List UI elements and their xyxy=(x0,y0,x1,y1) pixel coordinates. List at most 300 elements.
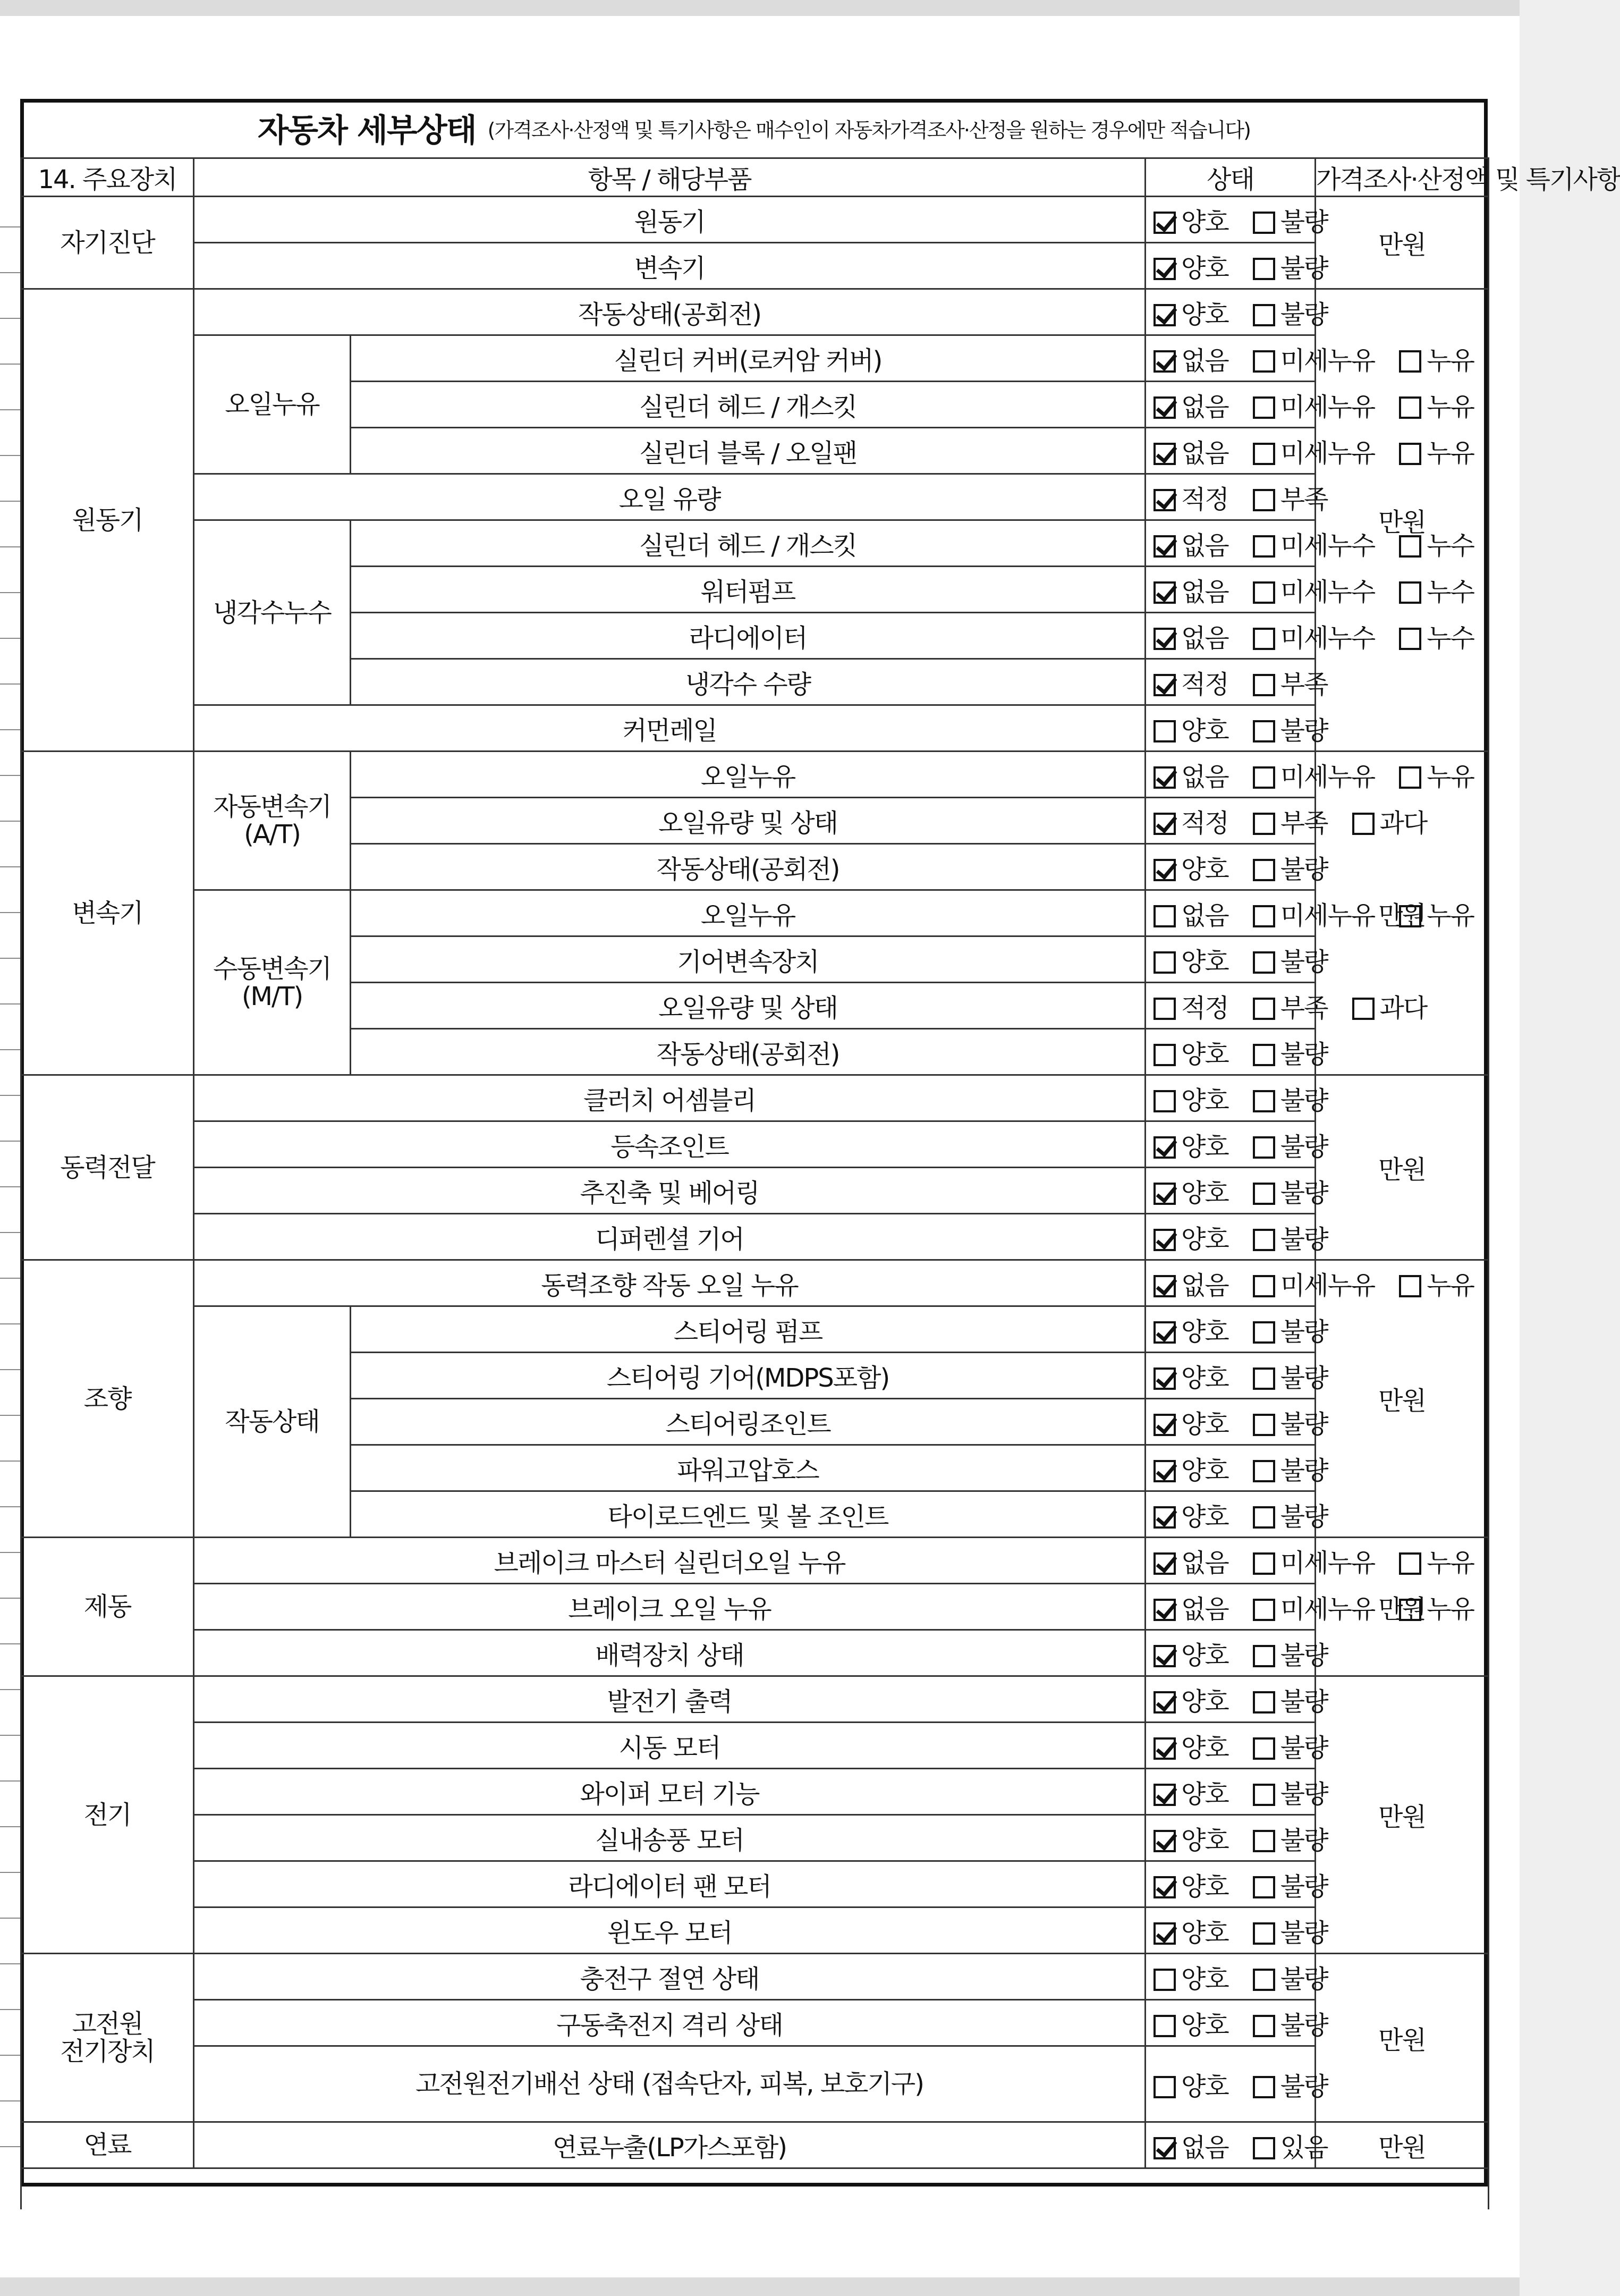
item-label: 동력조향 작동 오일 누유 xyxy=(194,1260,1146,1306)
item-label: 라디에이터 팬 모터 xyxy=(194,1861,1146,1907)
checkbox[interactable] xyxy=(1253,905,1275,927)
checkbox-label: 양호 xyxy=(1181,1779,1228,1809)
checkbox[interactable] xyxy=(1153,674,1176,696)
item-label: 워터펌프 xyxy=(351,567,1146,613)
status-option[interactable] xyxy=(1253,1959,1328,1995)
checkbox[interactable] xyxy=(1352,998,1375,1020)
checkbox[interactable] xyxy=(1153,489,1176,511)
checkbox[interactable] xyxy=(1153,304,1176,326)
checkbox[interactable] xyxy=(1253,1183,1275,1205)
status-options xyxy=(1146,567,1474,613)
status-option[interactable] xyxy=(1153,1589,1228,1625)
checkbox-label: 미세누유 xyxy=(1280,1594,1375,1624)
status-option[interactable] xyxy=(1253,525,1375,562)
checkbox[interactable] xyxy=(1253,1275,1275,1297)
table-row xyxy=(21,1630,1489,1676)
status-option[interactable] xyxy=(1253,1635,1328,1672)
checkbox[interactable] xyxy=(1153,1229,1176,1251)
checkbox[interactable] xyxy=(1153,535,1176,558)
checkbox-label: 미세누유 xyxy=(1280,1270,1375,1301)
device-group-label: 고전원 전기장치 xyxy=(21,1954,194,2122)
status-option[interactable] xyxy=(1153,340,1228,377)
checkbox-label: 양호 xyxy=(1181,1316,1228,1347)
header-item: 항목 / 해당부품 xyxy=(194,158,1146,197)
checkbox[interactable] xyxy=(1153,2076,1176,2098)
status-option[interactable] xyxy=(1153,803,1228,839)
status-option[interactable] xyxy=(1153,1681,1228,1718)
status-option[interactable] xyxy=(1253,1496,1328,1533)
status-option[interactable] xyxy=(1153,1265,1228,1302)
checkbox[interactable] xyxy=(1253,443,1275,465)
status-option[interactable] xyxy=(1399,571,1474,608)
checkbox[interactable] xyxy=(1153,1784,1176,1806)
checkbox[interactable] xyxy=(1153,1368,1176,1390)
item-label: 브레이크 오일 누유 xyxy=(194,1584,1146,1630)
status-option[interactable] xyxy=(1399,1589,1474,1625)
checkbox[interactable] xyxy=(1399,628,1421,650)
item-label: 실린더 헤드 / 개스킷 xyxy=(351,382,1146,428)
page-edge-tick xyxy=(0,1232,20,1233)
status-option[interactable] xyxy=(1399,756,1474,793)
page-edge-tick xyxy=(0,1598,20,1599)
item-label: 발전기 출력 xyxy=(194,1676,1146,1723)
status-option[interactable] xyxy=(1253,803,1328,839)
status-option[interactable] xyxy=(1399,525,1474,562)
checkbox[interactable] xyxy=(1253,1136,1275,1159)
status-option[interactable] xyxy=(1153,1820,1228,1856)
checkbox-label: 불량 xyxy=(1280,1871,1328,1902)
subgroup-label: 오일누유 xyxy=(194,335,351,474)
checkbox[interactable] xyxy=(1253,2076,1275,2098)
checkbox-label: 양호 xyxy=(1181,715,1228,746)
status-option[interactable] xyxy=(1253,340,1375,377)
status-option[interactable] xyxy=(1153,1959,1228,1995)
status-option[interactable] xyxy=(1253,1450,1328,1487)
checkbox-label: 미세누수 xyxy=(1280,577,1375,607)
table-row xyxy=(21,1584,1489,1630)
checkbox[interactable] xyxy=(1253,1645,1275,1667)
status-option[interactable] xyxy=(1399,618,1474,654)
checkbox[interactable] xyxy=(1153,350,1176,373)
checkbox[interactable] xyxy=(1253,535,1275,558)
status-option[interactable] xyxy=(1253,1589,1375,1625)
checkbox[interactable] xyxy=(1153,1044,1176,1066)
status-option[interactable] xyxy=(1153,1542,1228,1579)
checkbox[interactable] xyxy=(1253,1506,1275,1529)
status-option[interactable] xyxy=(1253,1357,1328,1394)
checkbox[interactable] xyxy=(1153,396,1176,419)
form-note: (가격조사·산정액 및 특기사항은 매수인이 자동차가격조사·산정을 원하는 경우에만 적습니다) xyxy=(487,118,1250,142)
status-option[interactable] xyxy=(1153,2005,1228,2041)
status-options xyxy=(1146,1260,1474,1306)
status-option[interactable] xyxy=(1253,618,1375,654)
checkbox-label: 없음 xyxy=(1181,900,1228,931)
status-option[interactable] xyxy=(1253,1681,1328,1718)
status-option[interactable] xyxy=(1352,803,1427,839)
status-option[interactable] xyxy=(1153,1357,1228,1394)
checkbox-label: 불량 xyxy=(1280,1132,1328,1162)
status-option[interactable] xyxy=(1253,1080,1328,1117)
checkbox[interactable] xyxy=(1153,1275,1176,1297)
checkbox-label: 불량 xyxy=(1280,1825,1328,1855)
status-options xyxy=(1146,659,1328,705)
checkbox[interactable] xyxy=(1153,766,1176,789)
checkbox[interactable] xyxy=(1253,628,1275,650)
status-option[interactable] xyxy=(1153,987,1228,1024)
checkbox[interactable] xyxy=(1253,1229,1275,1251)
status-option[interactable] xyxy=(1399,1542,1474,1579)
checkbox[interactable] xyxy=(1253,1599,1275,1621)
checkbox-label: 적정 xyxy=(1181,484,1228,514)
checkbox[interactable] xyxy=(1153,1599,1176,1621)
checkbox[interactable] xyxy=(1399,350,1421,373)
page-edge-tick xyxy=(0,638,20,639)
status-option[interactable] xyxy=(1352,987,1427,1024)
status-option[interactable] xyxy=(1399,433,1474,469)
checkbox[interactable] xyxy=(1153,1090,1176,1112)
table-row xyxy=(21,197,1489,243)
checkbox[interactable] xyxy=(1253,1368,1275,1390)
checkbox[interactable] xyxy=(1153,1506,1176,1529)
status-option[interactable] xyxy=(1153,1912,1228,1949)
page-edge-tick xyxy=(0,1415,20,1416)
page-edge-tick xyxy=(0,1323,20,1324)
item-label: 실린더 커버(로커암 커버) xyxy=(351,335,1146,382)
status-option[interactable] xyxy=(1253,710,1328,747)
status-option[interactable] xyxy=(1153,1311,1228,1348)
checkbox[interactable] xyxy=(1153,1414,1176,1436)
checkbox[interactable] xyxy=(1153,1969,1176,1991)
status-option[interactable] xyxy=(1253,941,1328,978)
table-row xyxy=(21,1954,1489,2000)
checkbox[interactable] xyxy=(1253,2137,1275,2159)
page-edge-tick xyxy=(0,821,20,822)
checkbox-label: 미세누유 xyxy=(1280,900,1375,931)
status-option[interactable] xyxy=(1253,1126,1328,1163)
checkbox[interactable] xyxy=(1399,396,1421,419)
table-row xyxy=(21,1168,1489,1214)
status-option[interactable] xyxy=(1153,201,1228,238)
checkbox[interactable] xyxy=(1153,212,1176,234)
status-option[interactable] xyxy=(1153,1219,1228,1255)
status-options xyxy=(1146,243,1328,289)
checkbox[interactable] xyxy=(1352,813,1375,835)
price-unit-label: 만원 xyxy=(1316,1538,1489,1676)
form-title-row xyxy=(20,99,1488,157)
status-options xyxy=(1146,752,1474,798)
item-label: 클러치 어셈블리 xyxy=(194,1075,1146,1121)
checkbox[interactable] xyxy=(1253,859,1275,881)
status-option[interactable] xyxy=(1253,1172,1328,1209)
checkbox[interactable] xyxy=(1253,1969,1275,1991)
status-option[interactable] xyxy=(1153,479,1228,516)
checkbox[interactable] xyxy=(1253,258,1275,280)
status-option[interactable] xyxy=(1153,849,1228,885)
checkbox[interactable] xyxy=(1399,766,1421,789)
item-label: 연료누출(LP가스포함) xyxy=(194,2122,1146,2168)
checkbox-label: 불량 xyxy=(1280,1363,1328,1393)
checkbox[interactable] xyxy=(1399,1275,1421,1297)
checkbox[interactable] xyxy=(1153,1460,1176,1482)
checkbox[interactable] xyxy=(1399,581,1421,604)
checkbox-label: 양호 xyxy=(1181,947,1228,977)
checkbox[interactable] xyxy=(1253,489,1275,511)
checkbox[interactable] xyxy=(1153,1737,1176,1760)
table-row xyxy=(21,1907,1489,1954)
checkbox[interactable] xyxy=(1153,905,1176,927)
page-edge-tick xyxy=(0,729,20,730)
status-option[interactable] xyxy=(1153,1034,1228,1070)
checkbox[interactable] xyxy=(1253,674,1275,696)
checkbox[interactable] xyxy=(1153,1691,1176,1713)
price-unit-label: 만원 xyxy=(1316,1260,1489,1538)
checkbox[interactable] xyxy=(1153,813,1176,835)
checkbox-label: 없음 xyxy=(1181,2132,1228,2163)
checkbox-label: 적정 xyxy=(1181,669,1228,699)
checkbox[interactable] xyxy=(1253,1321,1275,1344)
status-option[interactable] xyxy=(1253,386,1375,423)
item-label: 오일유량 및 상태 xyxy=(351,983,1146,1029)
status-option[interactable] xyxy=(1153,895,1228,932)
checkbox[interactable] xyxy=(1153,720,1176,742)
page-edge-tick xyxy=(0,1826,20,1827)
checkbox[interactable] xyxy=(1253,1691,1275,1713)
checkbox[interactable] xyxy=(1399,905,1421,927)
status-options xyxy=(1146,1491,1328,1538)
checkbox[interactable] xyxy=(1253,1876,1275,1898)
checkbox[interactable] xyxy=(1253,998,1275,1020)
checkbox-label: 양호 xyxy=(1181,1455,1228,1485)
status-option[interactable] xyxy=(1253,756,1375,793)
status-option[interactable] xyxy=(1253,895,1375,932)
page-edge-tick xyxy=(0,2009,20,2010)
subgroup-label: 자동변속기 (A/T) xyxy=(194,752,351,890)
checkbox[interactable] xyxy=(1253,304,1275,326)
checkbox[interactable] xyxy=(1153,581,1176,604)
checkbox[interactable] xyxy=(1253,766,1275,789)
status-option[interactable] xyxy=(1153,1635,1228,1672)
checkbox-label: 양호 xyxy=(1181,1132,1228,1162)
table-row xyxy=(21,1861,1489,1907)
status-option[interactable] xyxy=(1153,386,1228,423)
status-option[interactable] xyxy=(1253,2127,1328,2164)
status-option[interactable] xyxy=(1153,1172,1228,1209)
status-option[interactable] xyxy=(1153,2127,1228,2164)
status-option[interactable] xyxy=(1153,1774,1228,1810)
checkbox[interactable] xyxy=(1153,998,1176,1020)
status-option[interactable] xyxy=(1253,294,1328,331)
subgroup-label: 냉각수누수 xyxy=(194,520,351,705)
checkbox-label: 없음 xyxy=(1181,1270,1228,1301)
status-option[interactable] xyxy=(1153,433,1228,469)
status-option[interactable] xyxy=(1253,987,1328,1024)
item-label: 오일누유 xyxy=(351,752,1146,798)
status-option[interactable] xyxy=(1253,1774,1328,1810)
status-options xyxy=(1146,1954,1328,2000)
status-option[interactable] xyxy=(1153,2066,1228,2103)
status-option[interactable] xyxy=(1153,571,1228,608)
checkbox[interactable] xyxy=(1253,951,1275,974)
status-option[interactable] xyxy=(1253,2005,1328,2041)
table-row xyxy=(21,1815,1489,1861)
checkbox[interactable] xyxy=(1253,1552,1275,1575)
status-option[interactable] xyxy=(1253,1265,1375,1302)
checkbox-label: 부족 xyxy=(1280,993,1328,1023)
status-options xyxy=(1146,2122,1328,2168)
checkbox[interactable] xyxy=(1253,1044,1275,1066)
checkbox-label: 미세누유 xyxy=(1280,345,1375,376)
checkbox[interactable] xyxy=(1253,350,1275,373)
checkbox-label: 미세누수 xyxy=(1280,530,1375,561)
checkbox[interactable] xyxy=(1253,720,1275,742)
checkbox-label: 양호 xyxy=(1181,1733,1228,1763)
header-status: 상태 xyxy=(1146,158,1316,197)
page-edge-tick xyxy=(0,501,20,502)
checkbox[interactable] xyxy=(1153,1136,1176,1159)
status-option[interactable] xyxy=(1153,525,1228,562)
checkbox[interactable] xyxy=(1153,628,1176,650)
checkbox[interactable] xyxy=(1153,951,1176,974)
checkbox[interactable] xyxy=(1253,1414,1275,1436)
page-edge-tick xyxy=(0,1918,20,1919)
checkbox-label: 미세누유 xyxy=(1280,438,1375,468)
checkbox[interactable] xyxy=(1253,396,1275,419)
status-option[interactable] xyxy=(1253,1219,1328,1255)
status-option[interactable] xyxy=(1153,1450,1228,1487)
page-edge-tick xyxy=(0,1780,20,1782)
checkbox-label: 양호 xyxy=(1181,1085,1228,1116)
checkbox[interactable] xyxy=(1253,2015,1275,2037)
checkbox[interactable] xyxy=(1153,1922,1176,1945)
status-option[interactable] xyxy=(1253,433,1375,469)
item-label: 브레이크 마스터 실린더오일 누유 xyxy=(194,1538,1146,1584)
status-options xyxy=(1146,1445,1328,1491)
item-label: 등속조인트 xyxy=(194,1121,1146,1168)
checkbox[interactable] xyxy=(1253,813,1275,835)
status-option[interactable] xyxy=(1253,1727,1328,1764)
status-option[interactable] xyxy=(1153,1727,1228,1764)
checkbox[interactable] xyxy=(1253,581,1275,604)
status-options xyxy=(1146,2000,1328,2046)
table-row xyxy=(21,289,1489,335)
checkbox[interactable] xyxy=(1253,1737,1275,1760)
checkbox-label: 누유 xyxy=(1427,345,1474,376)
checkbox[interactable] xyxy=(1153,2137,1176,2159)
status-option[interactable] xyxy=(1153,1404,1228,1440)
page-edge-tick xyxy=(0,1872,20,1873)
item-label: 오일 유량 xyxy=(194,474,1146,520)
checkbox[interactable] xyxy=(1153,1876,1176,1898)
status-option[interactable] xyxy=(1253,1820,1328,1856)
checkbox-label: 없음 xyxy=(1181,1594,1228,1624)
status-option[interactable] xyxy=(1153,1866,1228,1903)
table-row xyxy=(21,1538,1489,1584)
form-title: 자동차 세부상태 xyxy=(258,112,476,149)
status-option[interactable] xyxy=(1253,664,1328,700)
status-option[interactable] xyxy=(1399,386,1474,423)
checkbox[interactable] xyxy=(1253,212,1275,234)
status-option[interactable] xyxy=(1253,1866,1328,1903)
table-row xyxy=(21,1306,1489,1353)
status-option[interactable] xyxy=(1153,710,1228,747)
checkbox-label: 미세누유 xyxy=(1280,392,1375,422)
status-option[interactable] xyxy=(1253,1542,1375,1579)
status-option[interactable] xyxy=(1253,1912,1328,1949)
status-option[interactable] xyxy=(1399,1265,1474,1302)
checkbox[interactable] xyxy=(1153,1183,1176,1205)
status-option[interactable] xyxy=(1153,1126,1228,1163)
table-row xyxy=(21,1769,1489,1815)
item-label: 타이로드엔드 및 볼 조인트 xyxy=(351,1491,1146,1538)
status-option[interactable] xyxy=(1253,1034,1328,1070)
status-option[interactable] xyxy=(1253,479,1328,516)
status-option[interactable] xyxy=(1399,895,1474,932)
checkbox[interactable] xyxy=(1153,1830,1176,1852)
status-option[interactable] xyxy=(1253,201,1328,238)
checkbox[interactable] xyxy=(1399,1552,1421,1575)
status-option[interactable] xyxy=(1253,2066,1328,2103)
status-options xyxy=(1146,1075,1328,1121)
page-edge-tick xyxy=(0,1141,20,1142)
status-option[interactable] xyxy=(1153,756,1228,793)
checkbox[interactable] xyxy=(1253,1922,1275,1945)
checkbox-label: 없음 xyxy=(1181,345,1228,376)
checkbox[interactable] xyxy=(1153,859,1176,881)
status-option[interactable] xyxy=(1153,248,1228,284)
status-option[interactable] xyxy=(1253,571,1375,608)
status-option[interactable] xyxy=(1153,294,1228,331)
device-group-label: 제동 xyxy=(21,1538,194,1676)
checkbox[interactable] xyxy=(1153,2015,1176,2037)
checkbox[interactable] xyxy=(1253,1830,1275,1852)
checkbox[interactable] xyxy=(1253,1784,1275,1806)
checkbox[interactable] xyxy=(1253,1460,1275,1482)
device-group-label: 자기진단 xyxy=(21,197,194,289)
checkbox[interactable] xyxy=(1399,535,1421,558)
checkbox-label: 양호 xyxy=(1181,854,1228,884)
checkbox[interactable] xyxy=(1399,1599,1421,1621)
checkbox[interactable] xyxy=(1253,1090,1275,1112)
checkbox-label: 불량 xyxy=(1280,1316,1328,1347)
page-edge-tick xyxy=(0,1186,20,1187)
checkbox-label: 양호 xyxy=(1181,2071,1228,2101)
status-option[interactable] xyxy=(1253,248,1328,284)
checkbox[interactable] xyxy=(1153,1321,1176,1344)
status-option[interactable] xyxy=(1153,1080,1228,1117)
status-option[interactable] xyxy=(1153,664,1228,700)
device-group-label: 조향 xyxy=(21,1260,194,1538)
status-options xyxy=(1146,798,1427,844)
status-option[interactable] xyxy=(1399,340,1474,377)
checkbox[interactable] xyxy=(1153,258,1176,280)
checkbox[interactable] xyxy=(1399,443,1421,465)
status-option[interactable] xyxy=(1153,1496,1228,1533)
checkbox[interactable] xyxy=(1153,443,1176,465)
status-option[interactable] xyxy=(1153,941,1228,978)
status-option[interactable] xyxy=(1253,849,1328,885)
page-edge-tick xyxy=(0,1506,20,1507)
checkbox-label: 불량 xyxy=(1280,1455,1328,1485)
status-option[interactable] xyxy=(1153,618,1228,654)
checkbox-label: 부족 xyxy=(1280,808,1328,838)
checkbox[interactable] xyxy=(1153,1552,1176,1575)
status-option[interactable] xyxy=(1253,1404,1328,1440)
item-label: 시동 모터 xyxy=(194,1723,1146,1769)
device-group-label: 변속기 xyxy=(21,752,194,1075)
checkbox[interactable] xyxy=(1153,1645,1176,1667)
status-option[interactable] xyxy=(1253,1311,1328,1348)
status-options xyxy=(1146,844,1328,890)
